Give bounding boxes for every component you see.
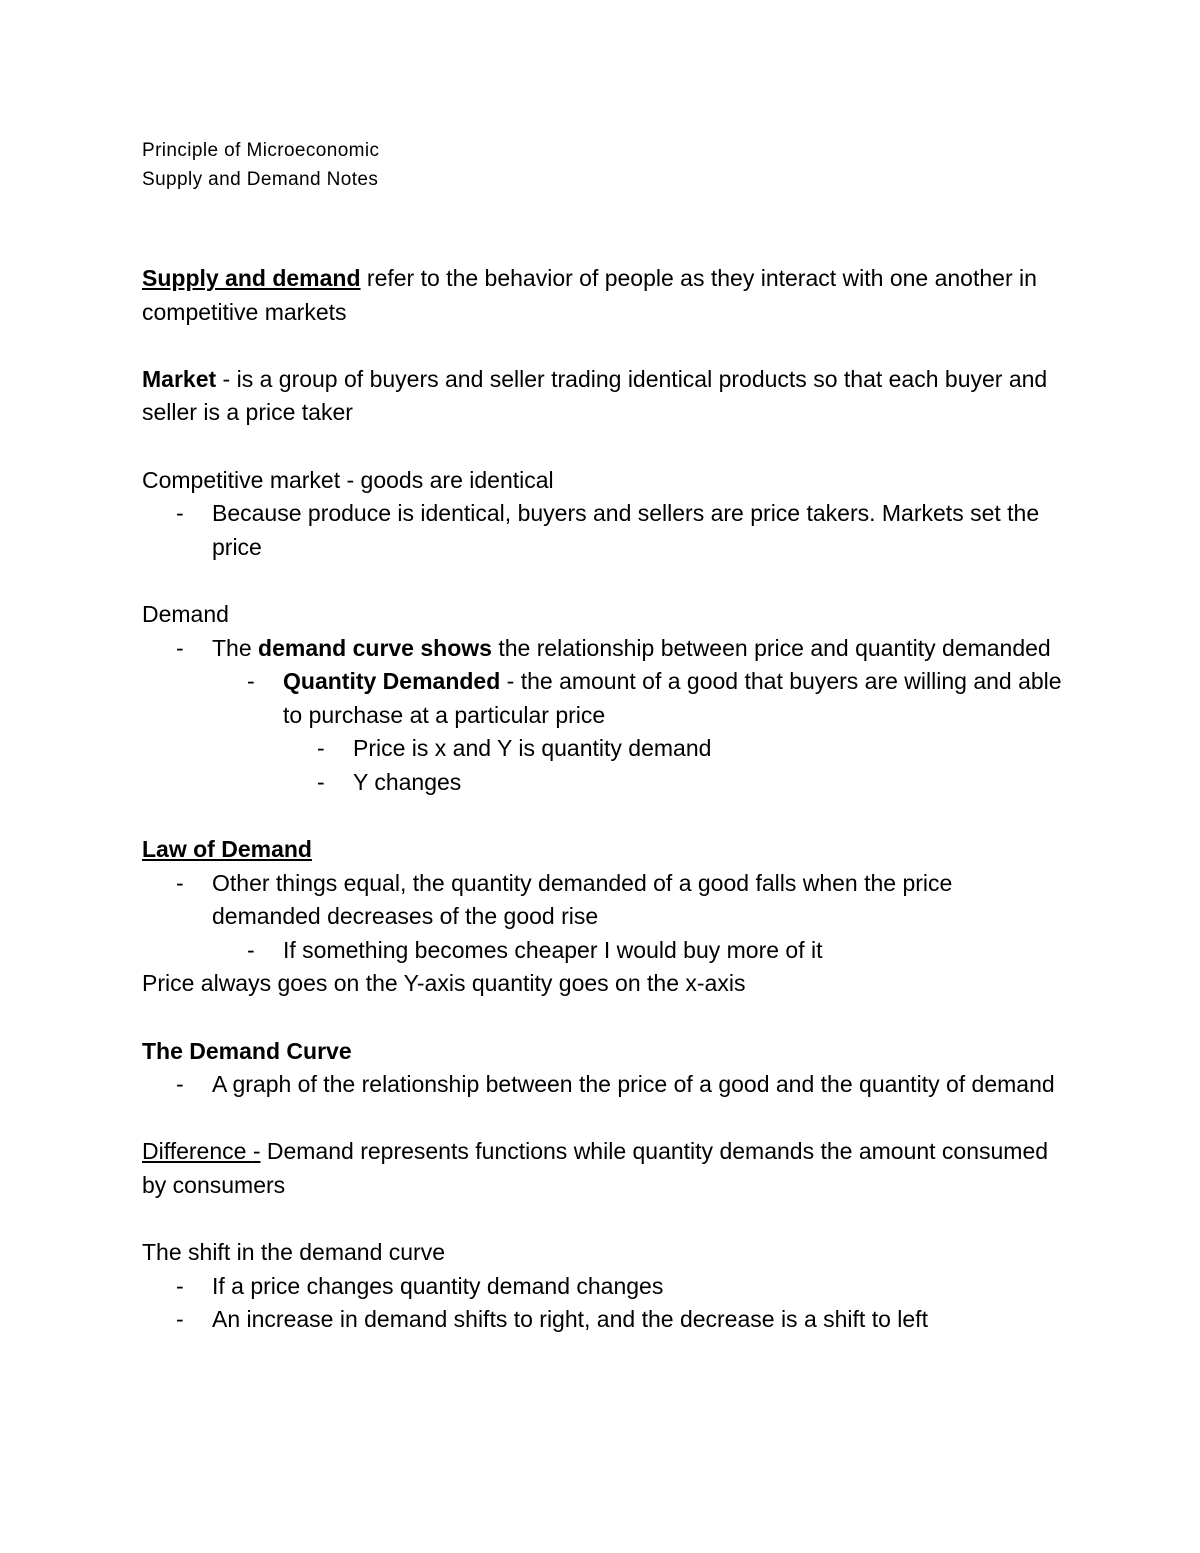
market-term: Market: [142, 365, 217, 392]
price-x-bullet: Price is x and Y is quantity demand: [353, 735, 712, 762]
shift-bullet-1: If a price changes quantity demand changes: [212, 1272, 664, 1299]
supply-demand-term: Supply and demand: [142, 265, 361, 291]
bullet-dash: -: [176, 1272, 184, 1299]
difference-text: Demand represents functions while quantity demands the amount consumed by consumers: [142, 1138, 1049, 1199]
demand-heading: Demand: [142, 600, 229, 627]
notes-subtitle: Supply and Demand Notes: [142, 169, 379, 190]
bullet-dash: -: [247, 936, 255, 963]
demand-curve-term: demand curve shows: [258, 634, 492, 661]
shift-bullet-2: An increase in demand shifts to right, and the decrease is a shift to left: [212, 1306, 928, 1333]
axis-note: Price always goes on the Y-axis quantity goes on the x-axis: [142, 970, 746, 997]
supply-demand-text: refer to the behavior of people as they interact with one another in competitive markets: [142, 265, 1037, 325]
list-item: [142, 934, 1062, 968]
demand-curve-heading: [142, 1035, 1062, 1069]
demand-bullet-post: the relationship between price and quantity demanded: [491, 634, 1051, 661]
demand-curve-bullet: A graph of the relationship between the price of a good and the quantity of demand: [212, 1071, 1055, 1098]
bullet-dash: -: [176, 500, 184, 527]
demand-bullet-pre: The: [212, 634, 259, 661]
bullet-dash: -: [317, 735, 325, 762]
market-definition: [142, 363, 1062, 430]
law-of-demand-title: Law of Demand: [142, 836, 312, 863]
law-of-demand-heading: [142, 833, 1062, 867]
list-item: [142, 1068, 1062, 1102]
list-item: [142, 1270, 1062, 1304]
difference-term: Difference -: [142, 1138, 261, 1165]
list-item: [142, 632, 1062, 666]
course-title: Principle of Microeconomic: [142, 140, 380, 161]
notes-page: [142, 136, 1062, 1337]
bullet-dash: -: [247, 668, 255, 695]
list-item: [142, 732, 1062, 766]
y-changes-bullet: Y changes: [353, 768, 462, 795]
competitive-market-heading: Competitive market - goods are identical: [142, 466, 554, 493]
market-text: - is a group of buyers and seller trading identical products so that each buyer and seller is a price taker: [142, 365, 1048, 426]
list-item: [142, 766, 1062, 800]
bullet-dash: -: [317, 768, 325, 795]
bullet-dash: -: [176, 1071, 184, 1098]
list-item: [142, 1303, 1062, 1337]
bullet-dash: -: [176, 634, 184, 661]
supply-demand-definition: [142, 262, 1062, 329]
difference-definition: [142, 1135, 1062, 1202]
cheaper-bullet: If something becomes cheaper I would buy more of it: [283, 936, 823, 963]
quantity-demanded-term: Quantity Demanded: [283, 668, 501, 695]
quantity-demanded-text: - the amount of a good that buyers are willing and able to purchase at a particular price: [283, 668, 1062, 728]
law-of-demand-bullet: Other things equal, the quantity demanded of a good falls when the price demanded decreases of the good rise: [212, 869, 953, 930]
shift-heading: The shift in the demand curve: [142, 1239, 445, 1266]
list-item: [142, 867, 1062, 934]
demand-curve-title: The Demand Curve: [142, 1037, 352, 1064]
competitive-market-bullet: Because produce is identical, buyers and sellers are price takers. Markets set the price: [212, 500, 1040, 560]
list-item: [142, 497, 1062, 564]
bullet-dash: -: [176, 869, 184, 896]
list-item: [142, 665, 1062, 732]
bullet-dash: -: [176, 1306, 184, 1333]
